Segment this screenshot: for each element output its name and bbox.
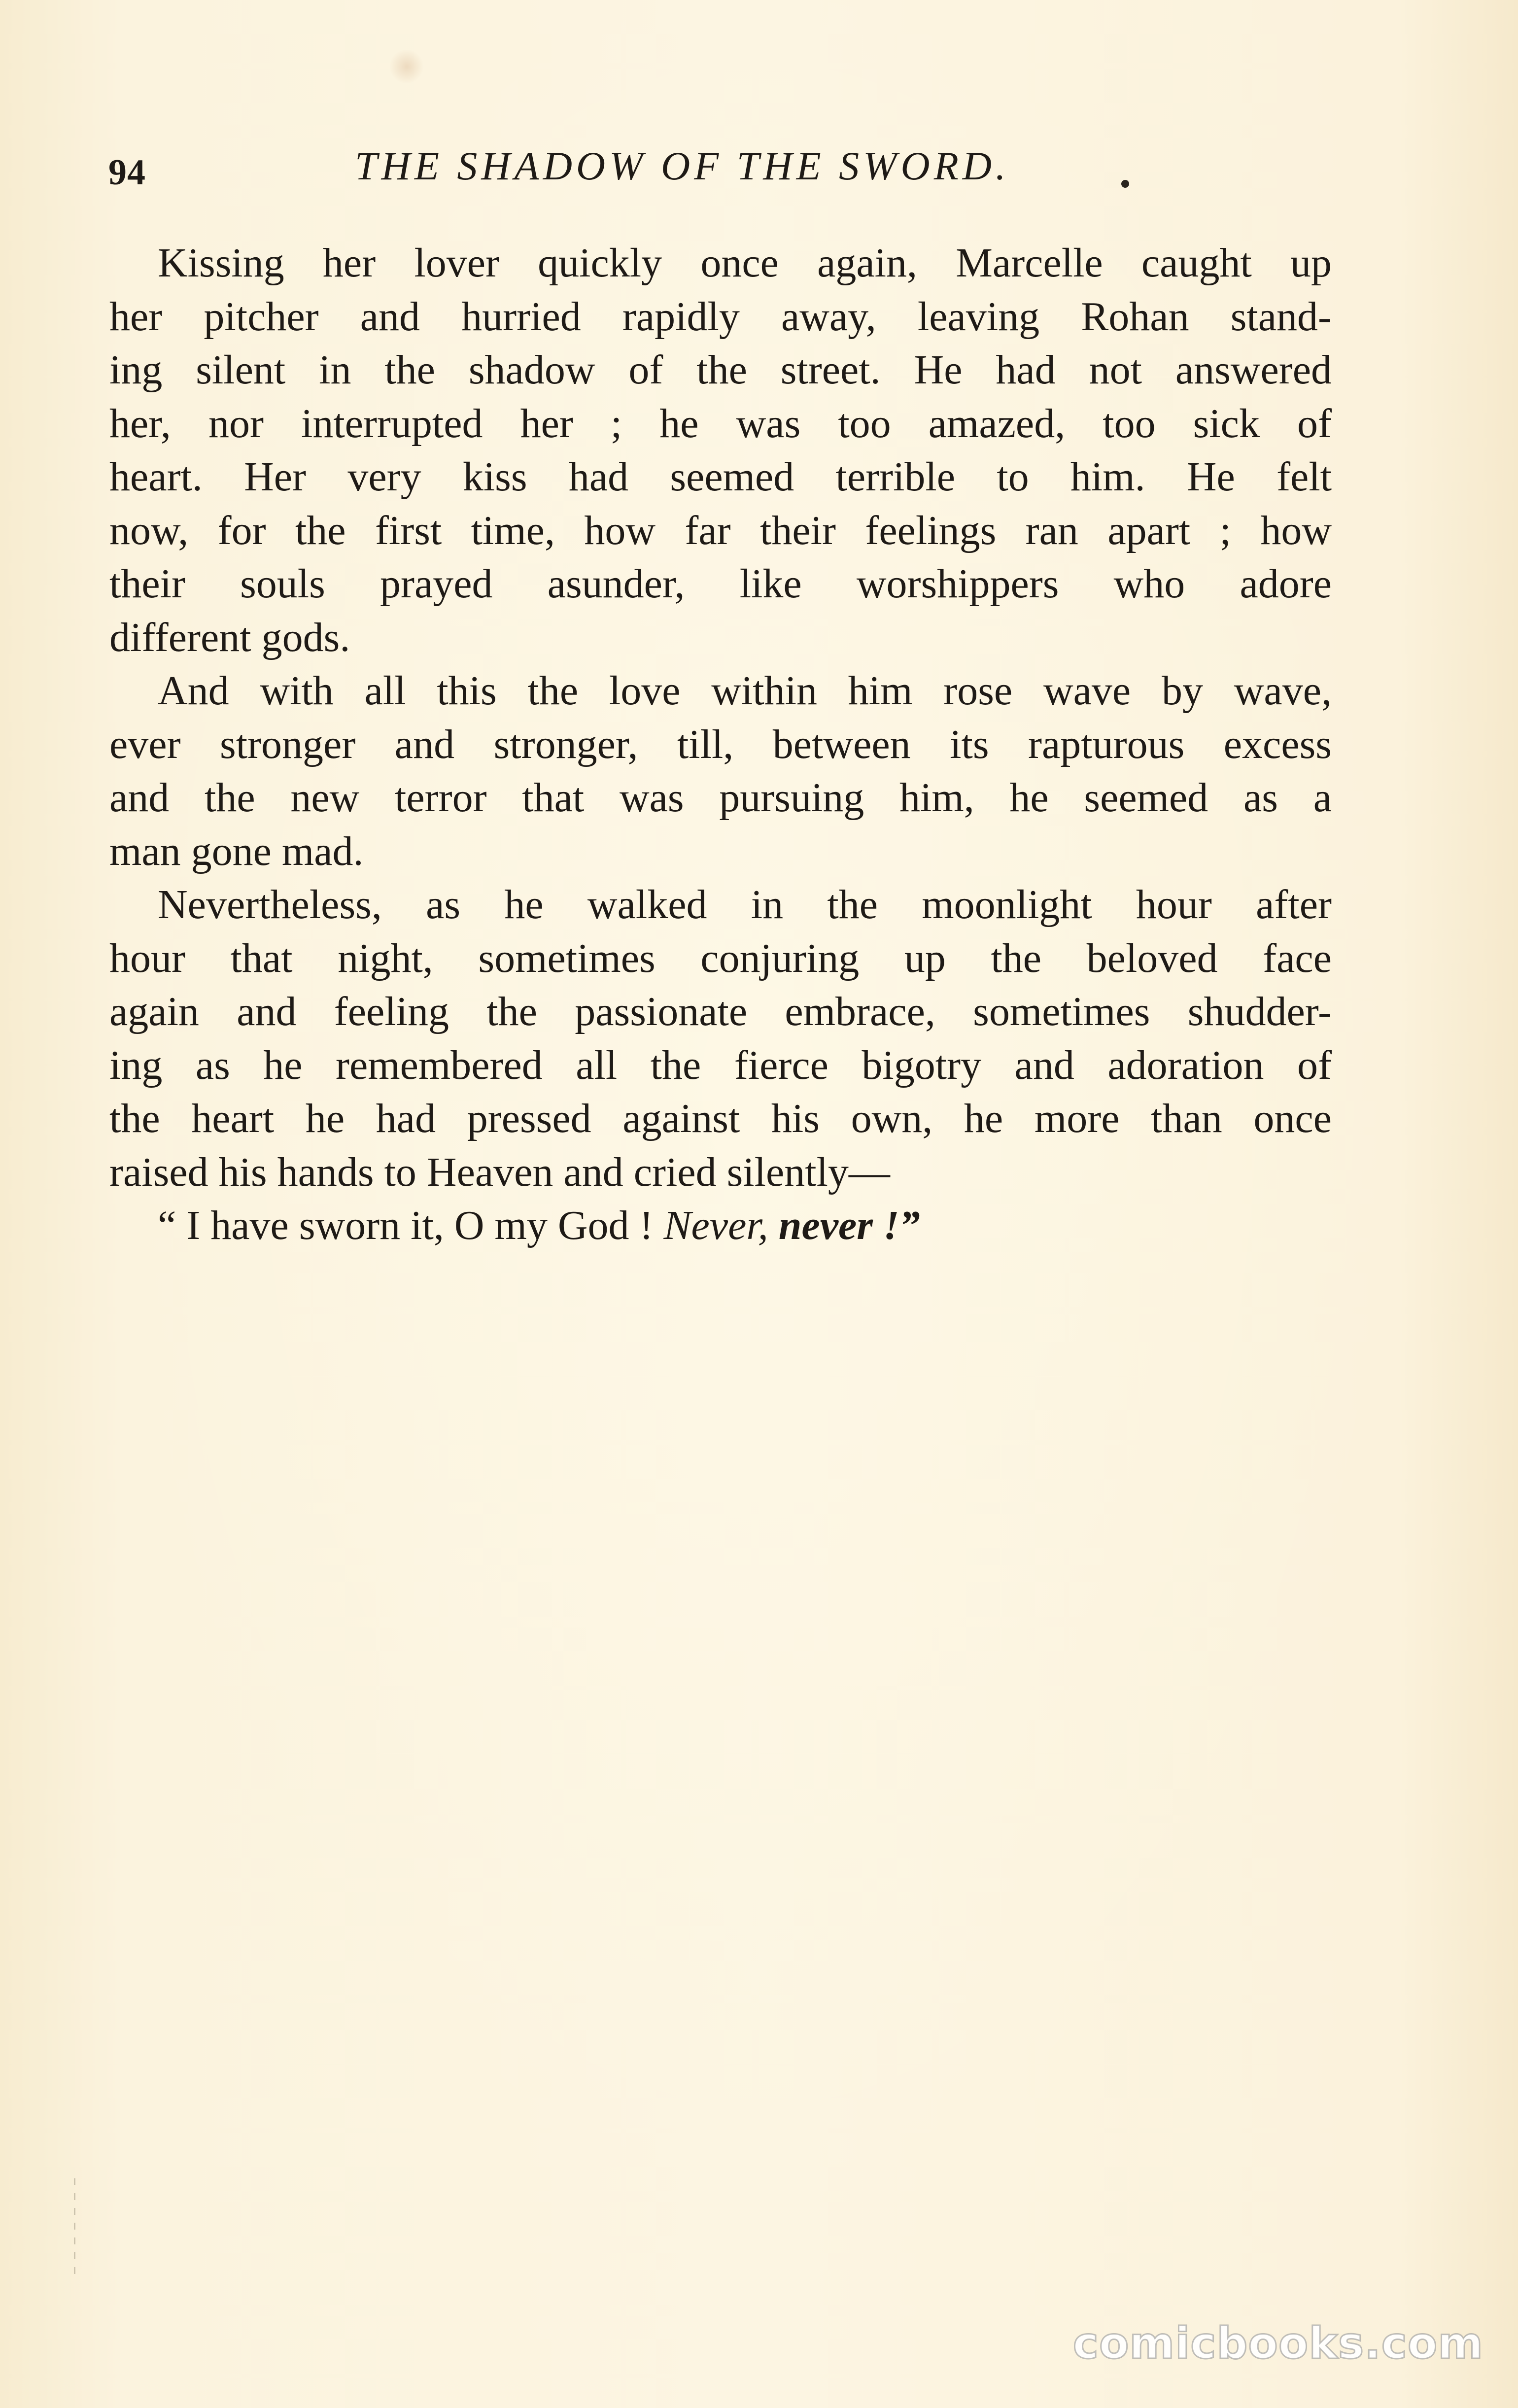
margin-mark	[74, 2178, 75, 2282]
running-title: THE SHADOW OF THE SWORD.	[355, 143, 1010, 188]
body-text	[109, 237, 1332, 1253]
text-line: again and feeling the passionate embrace, sometimes shudder-	[109, 989, 1332, 1034]
quote-bold-italic: never !”	[778, 1203, 920, 1248]
text-line: now, for the first time, how far their feelings ran apart ; how	[109, 507, 1332, 553]
paper-stain	[389, 49, 424, 84]
text-line: Nevertheless, as he walked in the moonlight hour after	[158, 882, 1332, 928]
text-line: the heart he had pressed against his own, he more than once	[109, 1096, 1332, 1141]
text-line: her, nor interrupted her ; he was too amazed, too sick of	[109, 400, 1332, 447]
page-header	[108, 143, 1331, 197]
paragraph	[109, 664, 1332, 878]
text-line: heart. Her very kiss had seemed terrible to him. He felt	[109, 454, 1332, 500]
quote-italic: Never,	[663, 1203, 768, 1248]
text-line: their souls prayed asunder, like worshippers who adore	[109, 561, 1332, 607]
text-line: her pitcher and hurried rapidly away, leaving Rohan stand-	[109, 293, 1332, 340]
text-line: hour that night, sometimes conjuring up the beloved face	[109, 935, 1332, 981]
text-line: ing silent in the shadow of the street. He had not answered	[109, 347, 1332, 393]
ink-speck	[1121, 180, 1129, 188]
watermark: comicbooks.com	[1072, 2318, 1484, 2369]
text-line: Kissing her lover quickly once again, Marcelle caught up	[158, 240, 1332, 286]
page-number: 94	[108, 152, 146, 193]
paragraph	[109, 878, 1332, 1199]
paragraph	[109, 237, 1332, 664]
text-line: ever stronger and stronger, till, between its rapturous excess	[109, 721, 1332, 767]
text-line: man gone mad.	[109, 828, 364, 874]
text-line: different gods.	[109, 614, 350, 660]
text-line: raised his hands to Heaven and cried silently—	[109, 1149, 890, 1195]
quote-plain: “ I have sworn it, O my God !	[158, 1203, 654, 1248]
text-line: ing as he remembered all the fierce bigotry and adoration of	[109, 1042, 1332, 1088]
text-line: and the new terror that was pursuing him, he seemed as a	[109, 775, 1332, 821]
quotation-line	[109, 1199, 1332, 1253]
text-line: And with all this the love within him rose wave by wave,	[158, 668, 1332, 714]
